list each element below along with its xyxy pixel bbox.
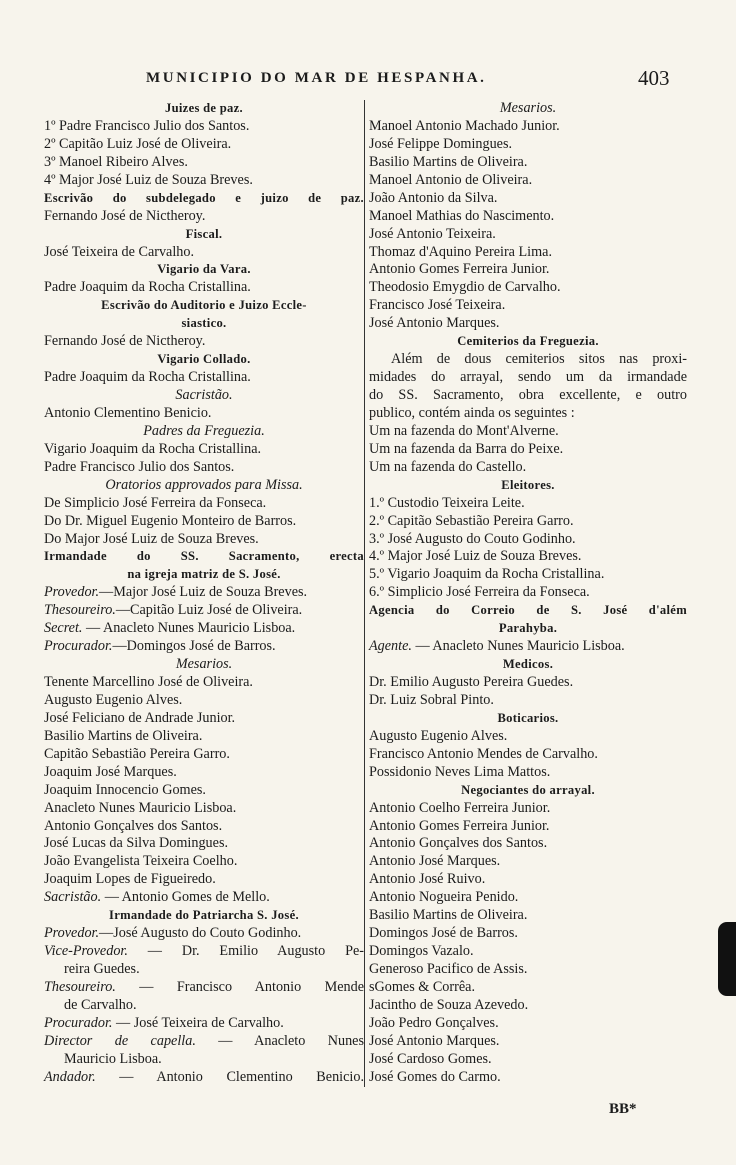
line-text: —Capitão Luiz José de Oliveira. (115, 602, 303, 619)
role-label: Director de capella. (44, 1032, 196, 1049)
line-text: Anacleto Nunes Mauricio Lisboa. (44, 799, 237, 816)
text-line (369, 279, 687, 297)
line-text: Francisco Antonio Mendes de Carvalho. (369, 745, 598, 762)
line-text: — Anacleto Nunes Mauricio Lisboa. (82, 620, 296, 637)
line-text: Augusto Eugenio Alves. (44, 691, 183, 708)
text-line (44, 172, 364, 190)
line-text: 1º Padre Francisco Julio dos Santos. (44, 117, 250, 134)
text-line (369, 979, 687, 997)
text-line (369, 297, 687, 315)
line-text: Do Dr. Miguel Eugenio Monteiro de Barros. (44, 512, 297, 529)
text-line (369, 405, 687, 423)
line-text: Escrivão do subdelegado e juizo de paz. (44, 190, 364, 205)
text-line (369, 584, 687, 602)
line-text: Fernando José de Nictheroy. (44, 207, 206, 224)
line-text: — Antonio Clementino Benicio. (95, 1068, 364, 1085)
section-heading (44, 907, 364, 925)
text-line (369, 943, 687, 961)
text-line (44, 1069, 364, 1087)
text-line (44, 369, 364, 387)
line-text: Joaquim José Marques. (44, 763, 177, 780)
line-text: Irmandade do SS. Sacramento, erecta (44, 549, 364, 564)
line-text: Theodosio Emygdio de Carvalho. (369, 279, 561, 296)
line-text: Vigario da Vara. (157, 262, 251, 277)
page-edge-blot (718, 922, 736, 996)
text-line (44, 531, 364, 549)
text-line (44, 818, 364, 836)
text-line (369, 764, 687, 782)
text-line (44, 638, 364, 656)
left-column (44, 100, 364, 1087)
line-text: José Gomes do Carmo. (369, 1068, 501, 1085)
section-heading (369, 477, 687, 495)
line-text: José Felippe Domingues. (369, 135, 513, 152)
text-line (44, 782, 364, 800)
line-text: 3º Manoel Ribeiro Alves. (44, 153, 188, 170)
line-text: Vigario Collado. (157, 352, 251, 367)
line-text: José Antonio Marques. (369, 1032, 500, 1049)
text-line (369, 674, 687, 692)
text-line (44, 405, 364, 423)
text-line (369, 208, 687, 226)
line-text: publico, contém ainda os seguintes : (369, 404, 575, 421)
line-text: Do Major José Luiz de Souza Breves. (44, 530, 259, 547)
line-text: — Anacleto Nunes (195, 1032, 364, 1049)
text-line (369, 566, 687, 584)
line-text: Padres da Freguezia. (143, 422, 265, 439)
line-text: 2º Capitão Luiz José de Oliveira. (44, 135, 232, 152)
line-text: 5.º Vigario Joaquim da Rocha Cristallina. (369, 566, 605, 583)
text-line (369, 226, 687, 244)
line-text: João Evangelista Teixeira Coelho. (44, 853, 238, 870)
section-heading (44, 100, 364, 118)
line-text: José Lucas da Silva Domingues. (44, 835, 229, 852)
line-text: Antonio Gonçalves dos Santos. (369, 835, 548, 852)
text-line (369, 728, 687, 746)
text-line (44, 889, 364, 907)
line-text: Oratorios approvados para Missa. (105, 476, 303, 493)
role-label: Agente. (369, 638, 412, 655)
line-text: José Teixeira de Carvalho. (44, 243, 195, 260)
text-line (369, 853, 687, 871)
text-line (44, 136, 364, 154)
text-line (369, 638, 687, 656)
text-line (369, 244, 687, 262)
text-line (44, 459, 364, 477)
line-text: sGomes & Corrêa. (369, 978, 475, 995)
section-heading (44, 548, 364, 566)
text-line (369, 369, 687, 387)
role-label: Thesoureiro. (44, 978, 116, 995)
line-text: Antonio Gomes Ferreira Junior. (369, 261, 550, 278)
role-label: Sacristão. (44, 889, 102, 906)
line-text: Basilio Martins de Oliveira. (369, 153, 528, 170)
text-line (44, 925, 364, 943)
line-text: Vigario Joaquim da Rocha Cristallina. (44, 440, 262, 457)
line-text: Antonio Nogueira Penido. (369, 889, 519, 906)
line-text: Antonio Gomes Ferreira Junior. (369, 817, 550, 834)
line-text: Agencia do Correio de S. José d'além (369, 603, 687, 618)
text-line (44, 602, 364, 620)
running-head: MUNICIPIO DO MAR DE HESPANHA. (146, 70, 487, 86)
line-text: Capitão Sebastião Pereira Garro. (44, 745, 230, 762)
line-text: Domingos Vazalo. (369, 943, 474, 960)
line-text: Manoel Antonio Machado Junior. (369, 117, 560, 134)
line-text: na igreja matriz de S. José. (127, 567, 281, 582)
line-text: Padre Joaquim da Rocha Cristallina. (44, 369, 251, 386)
text-line (369, 871, 687, 889)
text-line (44, 333, 364, 351)
text-line (44, 692, 364, 710)
text-line (369, 1033, 687, 1051)
section-heading (44, 190, 364, 208)
line-text: Antonio Coelho Ferreira Junior. (369, 799, 551, 816)
line-text: Mauricio Lisboa. (64, 1050, 162, 1067)
text-line (44, 674, 364, 692)
line-text: Cemiterios da Freguezia. (457, 334, 599, 349)
text-line (369, 889, 687, 907)
page-header (0, 68, 736, 92)
section-heading (44, 315, 364, 333)
text-line (369, 351, 687, 369)
line-text: Joaquim Lopes de Figueiredo. (44, 871, 216, 888)
line-text: Antonio Clementino Benicio. (44, 404, 212, 421)
line-text: Mesarios. (499, 100, 557, 116)
text-line (369, 746, 687, 764)
text-line (369, 961, 687, 979)
line-text: Possidonio Neves Lima Mattos. (369, 763, 551, 780)
line-text: Tenente Marcellino José de Oliveira. (44, 674, 253, 690)
line-text: Parahyba. (498, 621, 558, 636)
text-line (369, 531, 687, 549)
line-text: Basilio Martins de Oliveira. (369, 907, 528, 924)
line-text: Juizes de paz. (164, 101, 243, 115)
role-label: Provedor. (44, 925, 100, 942)
text-line (44, 979, 364, 997)
line-text: Francisco José Teixeira. (369, 297, 506, 314)
line-text: Domingos José de Barros. (369, 925, 518, 942)
role-label: Secret. (44, 620, 83, 637)
text-line (369, 172, 687, 190)
line-text: — José Teixeira de Carvalho. (112, 1014, 284, 1031)
line-text: de Carvalho. (64, 996, 137, 1013)
text-line (369, 387, 687, 405)
line-text: João Antonio da Silva. (369, 189, 498, 206)
section-heading (369, 602, 687, 620)
section-heading (44, 566, 364, 584)
text-line (44, 244, 364, 262)
text-line (44, 1015, 364, 1033)
text-line (44, 943, 364, 961)
line-text: De Simplicio José Ferreira da Fonseca. (44, 494, 267, 511)
text-line (44, 620, 364, 638)
text-line (44, 1051, 364, 1069)
section-heading (44, 261, 364, 279)
line-text: 3.º José Augusto do Couto Godinho. (369, 530, 576, 547)
text-line (369, 1069, 687, 1087)
text-line (44, 584, 364, 602)
line-text: José Antonio Teixeira. (369, 225, 496, 242)
line-text: 2.º Capitão Sebastião Pereira Garro. (369, 512, 574, 529)
text-line (369, 441, 687, 459)
line-text: —Domingos José de Barros. (112, 638, 276, 655)
line-text: Manoel Antonio de Oliveira. (369, 171, 533, 188)
line-text: — Francisco Antonio Mende (115, 978, 364, 995)
text-line (44, 441, 364, 459)
line-text: siastico. (181, 316, 227, 331)
text-line (44, 764, 364, 782)
line-text: Dr. Luiz Sobral Pinto. (369, 691, 494, 708)
section-heading (44, 423, 364, 441)
section-heading (44, 351, 364, 369)
line-text: Um na fazenda da Barra do Peixe. (369, 440, 564, 457)
line-text: — Dr. Emilio Augusto Pe- (127, 943, 364, 960)
line-text: Irmandade do Patriarcha S. José. (109, 908, 299, 923)
text-line (369, 907, 687, 925)
text-line (44, 118, 364, 136)
text-line (44, 871, 364, 889)
text-line (369, 1051, 687, 1069)
text-line (369, 692, 687, 710)
text-line (44, 728, 364, 746)
line-text: João Pedro Gonçalves. (369, 1014, 499, 1031)
text-line (369, 835, 687, 853)
line-text: Escrivão do Auditorio e Juizo Eccle- (101, 298, 307, 313)
text-line (369, 1015, 687, 1033)
section-heading (44, 226, 364, 244)
role-label: Provedor. (44, 584, 100, 601)
line-text: 1.º Custodio Teixeira Leite. (369, 494, 525, 511)
text-line (44, 997, 364, 1015)
section-heading (369, 620, 687, 638)
line-text: Thomaz d'Aquino Pereira Lima. (369, 243, 552, 260)
section-heading (369, 782, 687, 800)
line-text: Medicos. (502, 657, 554, 672)
text-line (369, 118, 687, 136)
text-line (369, 513, 687, 531)
line-text: Augusto Eugenio Alves. (369, 727, 508, 744)
text-line (369, 315, 687, 333)
text-line (44, 495, 364, 513)
text-line (44, 208, 364, 226)
line-text: José Feliciano de Andrade Junior. (44, 709, 236, 726)
right-column (364, 100, 687, 1087)
line-text: Padre Francisco Julio dos Santos. (44, 458, 235, 475)
text-line (44, 513, 364, 531)
page-number: 403 (638, 66, 670, 90)
section-heading (369, 100, 687, 118)
line-text: Mesarios. (175, 656, 233, 673)
line-text: Além de dous cemiterios sitos nas proxi- (391, 351, 687, 368)
text-line (369, 154, 687, 172)
line-text: 4º Major José Luiz de Souza Breves. (44, 171, 253, 188)
line-text: Jacintho de Souza Azevedo. (369, 996, 529, 1013)
line-text: Fiscal. (185, 226, 223, 241)
text-line (44, 154, 364, 172)
line-text: midades do arrayal, sendo um da irmandade (369, 369, 687, 386)
text-line (369, 459, 687, 477)
line-text: Dr. Emilio Augusto Pereira Guedes. (369, 674, 574, 690)
text-line (44, 1033, 364, 1051)
line-text: Antonio José Marques. (369, 853, 501, 870)
role-label: Andador. (44, 1068, 96, 1085)
line-text: Sacristão. (175, 387, 233, 403)
text-line (44, 961, 364, 979)
line-text: Fernando José de Nictheroy. (44, 333, 206, 350)
line-text: Um na fazenda do Mont'Alverne. (369, 422, 559, 439)
section-heading (369, 333, 687, 351)
text-line (369, 997, 687, 1015)
line-text: Antonio José Ruivo. (369, 871, 486, 888)
line-text: Boticarios. (497, 710, 559, 725)
text-line (369, 495, 687, 513)
line-text: do SS. Sacramento, obra excellente, e outro (369, 387, 687, 403)
role-label: Procurador. (44, 1014, 113, 1031)
line-text: reira Guedes. (64, 961, 140, 977)
line-text: Um na fazenda do Castello. (369, 458, 527, 475)
line-text: Joaquim Innocencio Gomes. (44, 781, 206, 798)
section-heading (44, 656, 364, 674)
line-text: Negociantes do arrayal. (461, 782, 595, 797)
section-heading (44, 387, 364, 405)
text-line (369, 261, 687, 279)
line-text: Manoel Mathias do Nascimento. (369, 207, 555, 224)
text-line (44, 800, 364, 818)
text-line (369, 423, 687, 441)
text-line (369, 800, 687, 818)
line-text: José Cardoso Gomes. (369, 1050, 492, 1067)
section-heading (44, 297, 364, 315)
line-text: 4.º Major José Luiz de Souza Breves. (369, 548, 582, 565)
text-line (369, 818, 687, 836)
line-text: 6.º Simplicio José Ferreira da Fonseca. (369, 584, 590, 601)
line-text: —Major José Luiz de Souza Breves. (99, 584, 308, 601)
text-line (369, 925, 687, 943)
text-line (44, 746, 364, 764)
text-line (44, 853, 364, 871)
line-text: Basilio Martins de Oliveira. (44, 727, 203, 744)
line-text: —José Augusto do Couto Godinho. (99, 925, 302, 942)
role-label: Thesoureiro. (44, 602, 116, 619)
line-text: Eleitores. (501, 477, 555, 492)
line-text: Antonio Gonçalves dos Santos. (44, 817, 223, 834)
text-line (44, 710, 364, 728)
text-line (369, 190, 687, 208)
section-heading (44, 477, 364, 495)
text-line (369, 136, 687, 154)
section-heading (369, 710, 687, 728)
line-text: Generoso Pacifico de Assis. (369, 961, 528, 977)
role-label: Vice-Provedor. (44, 943, 128, 960)
role-label: Procurador. (44, 638, 113, 655)
text-line (44, 279, 364, 297)
line-text: José Antonio Marques. (369, 315, 500, 332)
line-text: Padre Joaquim da Rocha Cristallina. (44, 279, 251, 296)
text-line (369, 548, 687, 566)
text-line (44, 835, 364, 853)
line-text: — Antonio Gomes de Mello. (101, 889, 270, 906)
line-text: — Anacleto Nunes Mauricio Lisboa. (411, 638, 625, 655)
signature-mark: BB* (609, 1101, 637, 1117)
section-heading (369, 656, 687, 674)
